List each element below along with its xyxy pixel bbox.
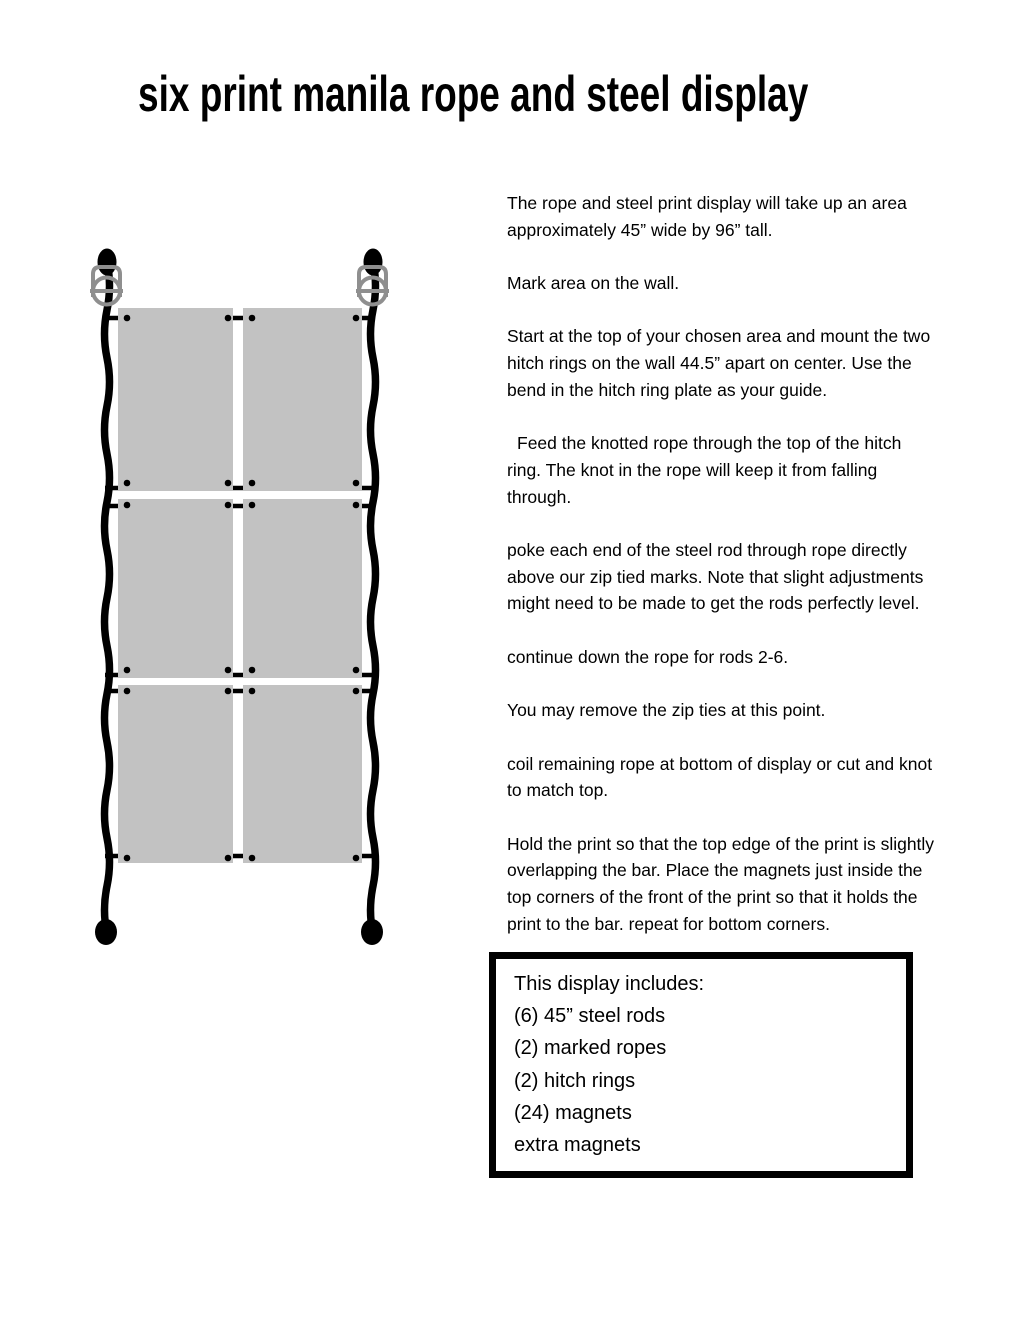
- magnet-dot: [225, 855, 232, 862]
- magnet-dot: [353, 315, 360, 322]
- instruction-paragraph: Start at the top of your chosen area and mount the two hitch rings on the wall 44.5” apart on center. Use the bend in the hitch ring plate as your guide.: [507, 326, 931, 400]
- includes-item: extra magnets: [514, 1134, 641, 1157]
- includes-item: (2) marked ropes: [514, 1037, 667, 1060]
- instruction-paragraph: continue down the rope for rods 2-6.: [507, 646, 789, 667]
- instructions-column: [507, 190, 935, 964]
- magnet-dot: [225, 688, 232, 695]
- instruction-paragraph: The rope and steel print display will take up an area approximately 45” wide by 96” tall.: [507, 193, 907, 240]
- rope-right: [361, 249, 383, 946]
- instruction-paragraph: Feed the knotted rope through the top of the hitch ring. The knot in the rope will keep it from falling through.: [507, 433, 902, 507]
- magnet-dot: [353, 667, 360, 674]
- magnet-dot: [353, 480, 360, 487]
- magnet-dot: [353, 855, 360, 862]
- includes-box: [489, 952, 913, 1178]
- print-panel: [118, 499, 233, 678]
- rope-left: [95, 249, 117, 946]
- magnet-dot: [249, 315, 256, 322]
- magnet-dot: [225, 315, 232, 322]
- instruction-paragraph: coil remaining rope at bottom of display or cut and knot to match top.: [507, 753, 933, 801]
- magnet-dot: [225, 480, 232, 487]
- instruction-paragraph: Hold the print so that the top edge of the print is slightly overlapping the bar. Place the magnets just inside the top corners of the front of the print so that it holds the print to the bar. repeat for bottom corners.: [507, 833, 935, 934]
- instruction-paragraph: You may remove the zip ties at this point.: [507, 700, 826, 721]
- magnet-dot: [353, 502, 360, 509]
- print-panel: [243, 308, 362, 491]
- magnet-dot: [124, 502, 131, 509]
- magnet-dot: [249, 855, 256, 862]
- magnet-dot: [225, 667, 232, 674]
- print-panels: [118, 308, 362, 863]
- includes-item: (24) magnets: [514, 1101, 632, 1124]
- print-panel: [118, 308, 233, 491]
- magnet-dot: [225, 502, 232, 509]
- includes-item: (6) 45” steel rods: [514, 1005, 666, 1028]
- magnet-dot: [124, 480, 131, 487]
- magnet-dot: [249, 688, 256, 695]
- magnet-dot: [353, 688, 360, 695]
- includes-title: This display includes:: [514, 973, 705, 995]
- magnet-dot: [124, 688, 131, 695]
- magnet-dot: [124, 667, 131, 674]
- magnet-dot: [249, 667, 256, 674]
- magnet-dot: [249, 480, 256, 487]
- magnet-dot: [249, 502, 256, 509]
- print-panel: [243, 499, 362, 678]
- instruction-paragraph: Mark area on the wall.: [507, 273, 680, 294]
- instruction-paragraph: poke each end of the steel rod through rope directly above our zip tied marks. Note that slight adjustments might need to be made to get the rods perfectly level.: [507, 540, 924, 614]
- print-panel: [243, 685, 362, 863]
- print-panel: [118, 685, 233, 863]
- magnet-dot: [124, 315, 131, 322]
- magnet-dot: [124, 855, 131, 862]
- page-title: six print manila rope and steel display: [138, 66, 809, 122]
- includes-item: (2) hitch rings: [514, 1069, 636, 1092]
